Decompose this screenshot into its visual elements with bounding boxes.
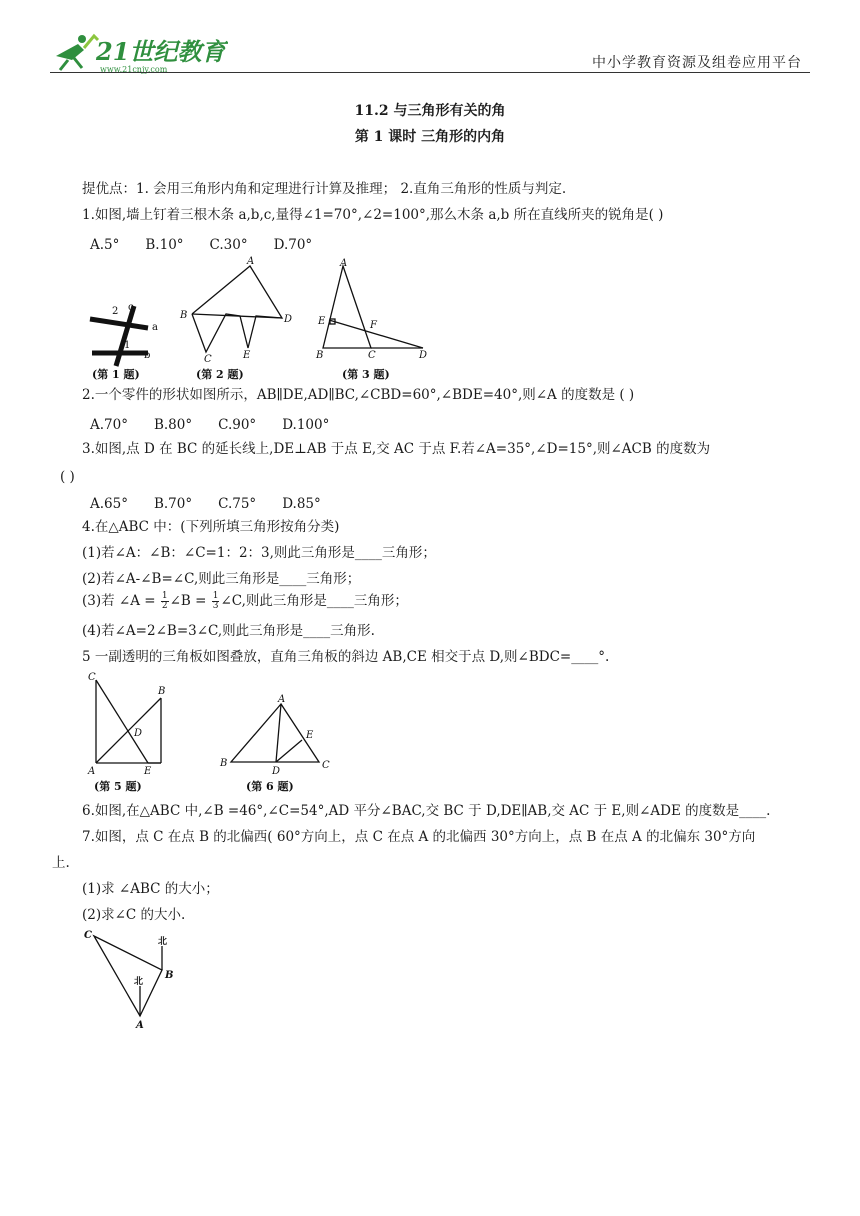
intro-text: 提优点：1. 会用三角形内角和定理进行计算及推理； 2.直角三角形的性质与判定. xyxy=(82,181,567,197)
figure-5 xyxy=(87,672,165,793)
q4-part-2: (2)若∠A-∠B=∠C,则此三角形是____三角形； xyxy=(82,571,361,587)
q2-option-b: B.80° xyxy=(153,417,193,433)
svg-text:(第 1 题): (第 1 题) xyxy=(92,368,140,381)
svg-text:A: A xyxy=(247,256,255,267)
q2-text: 2.一个零件的形状如图所示，AB∥DE,AD∥BC,∠CBD=60°,∠BDE=40°,则∠A 的度数是 ( ) xyxy=(82,387,635,403)
q3-option-a: A.65° xyxy=(90,496,128,512)
svg-text:A: A xyxy=(278,694,286,705)
svg-text:C: C xyxy=(322,760,330,771)
q7-part-2: (2)求∠C 的大小. xyxy=(82,907,186,923)
svg-text:C: C xyxy=(368,350,376,361)
svg-text:2: 2 xyxy=(112,306,119,317)
svg-text:(第 2 题): (第 2 题) xyxy=(196,368,244,381)
q2-option-a: A.70° xyxy=(90,417,128,433)
svg-text:E: E xyxy=(306,730,314,741)
q2-options xyxy=(90,416,355,434)
svg-text:A: A xyxy=(340,258,348,269)
q1-options xyxy=(90,236,338,254)
header-divider xyxy=(50,72,810,73)
q6-text: 6.如图,在△ABC 中,∠B =46°,∠C=54°,AD 平分∠BAC,交 BC 于 D,DE∥AB,交 AC 于 E,则∠ADE 的度数是____. xyxy=(82,803,771,819)
svg-text:D: D xyxy=(272,766,281,777)
q4-part-3: (3)若 ∠A = $\frac{1}{2}$ ∠B = $\frac{1}{3}$ ∠C,则此三角形是____三角形； xyxy=(82,591,408,611)
q4-part-1: (1)若∠A：∠B：∠C=1：2：3,则此三角形是____三角形； xyxy=(82,545,436,561)
svg-text:D: D xyxy=(134,728,143,739)
q3-text: 3.如图,点 D 在 BC 的延长线上,DE⊥AB 于点 E,交 AC 于点 F.若∠A=35°,∠D=15°,则∠ACB 的度数为 xyxy=(82,441,711,457)
q4-text: 4.在△ABC 中：(下列所填三角形按角分类) xyxy=(82,519,340,535)
figure-2 xyxy=(179,256,292,381)
svg-text:www.21cnjy.com: www.21cnjy.com xyxy=(100,65,168,74)
svg-text:B: B xyxy=(158,686,166,697)
q3-options xyxy=(90,495,347,513)
q2-option-c: C.90° xyxy=(218,417,257,433)
q4-part-4: (4)若∠A=2∠B=3∠C,则此三角形是____三角形. xyxy=(82,623,375,639)
svg-text:(第 3 题): (第 3 题) xyxy=(342,368,390,381)
page-subtitle: 第 1 课时 三角形的内角 xyxy=(354,129,506,145)
site-logo xyxy=(48,30,228,76)
svg-text:(第 5 题): (第 5 题) xyxy=(94,780,142,793)
svg-text:C: C xyxy=(88,672,96,683)
q1-text: 1.如图,墙上钉着三根木条 a,b,c,量得∠1=70°,∠2=100°,那么木条 a,b 所在直线所夹的锐角是( ) xyxy=(82,207,664,223)
svg-text:F: F xyxy=(370,320,377,331)
q7-part-1: (1)求 ∠ABC 的大小； xyxy=(82,881,219,897)
svg-text:B: B xyxy=(180,310,188,321)
svg-text:B: B xyxy=(220,758,228,769)
fraction-half: $\frac{1}{2}$ xyxy=(161,591,168,611)
svg-text:A: A xyxy=(136,1020,144,1031)
q1-option-b: B.10° xyxy=(145,237,184,253)
svg-text:E: E xyxy=(318,316,326,327)
q1-option-d: D.70° xyxy=(273,237,313,253)
svg-text:D: D xyxy=(284,314,293,325)
svg-text:E: E xyxy=(243,350,251,361)
figures-row-2 xyxy=(86,668,346,796)
q1-option-c: C.30° xyxy=(209,237,248,253)
q7-text: 7.如图，点 C 在点 B 的北偏西( 60°方向上，点 C 在点 A 的北偏西 30°方向上，点 B 在点 A 的北偏东 30°方向 xyxy=(82,829,756,845)
q2-option-d: D.100° xyxy=(282,417,330,433)
svg-text:D: D xyxy=(419,350,428,361)
platform-name: 中小学教育资源及组卷应用平台 xyxy=(592,55,802,71)
q7-cont: 上. xyxy=(52,855,70,871)
svg-text:E: E xyxy=(144,766,152,777)
svg-text:北: 北 xyxy=(158,937,168,947)
q3-option-b: B.70° xyxy=(153,496,193,512)
q5-text: 5 一副透明的三角板如图叠放，直角三角板的斜边 AB,CE 相交于点 D,则∠BDC=____°. xyxy=(82,649,610,665)
svg-text:c: c xyxy=(128,302,134,313)
svg-text:(第 6 题): (第 6 题) xyxy=(246,780,294,793)
figure-6 xyxy=(219,694,330,793)
svg-text:C: C xyxy=(204,354,212,365)
svg-text:b: b xyxy=(144,350,151,361)
svg-text:C: C xyxy=(84,930,92,941)
figure-1 xyxy=(90,302,158,381)
svg-text:1: 1 xyxy=(124,340,131,351)
runner-logo-icon xyxy=(48,30,228,76)
q3-option-c: C.75° xyxy=(218,496,257,512)
svg-text:B: B xyxy=(316,350,324,361)
q3-cont: ( ) xyxy=(60,469,75,485)
svg-text:21世纪教育: 21世纪教育 xyxy=(96,37,226,66)
svg-text:a: a xyxy=(152,322,158,333)
q3-option-d: D.85° xyxy=(282,496,321,512)
page-title: 11.2 与三角形有关的角 xyxy=(354,103,506,119)
q1-option-a: A.5° xyxy=(90,237,120,253)
fraction-third: $\frac{1}{3}$ xyxy=(212,591,219,611)
svg-text:A: A xyxy=(88,766,96,777)
figures-row-1 xyxy=(86,256,446,384)
figure-3 xyxy=(315,258,427,381)
figure-7 xyxy=(80,926,190,1032)
svg-text:北: 北 xyxy=(134,977,144,987)
svg-text:B: B xyxy=(165,970,174,981)
